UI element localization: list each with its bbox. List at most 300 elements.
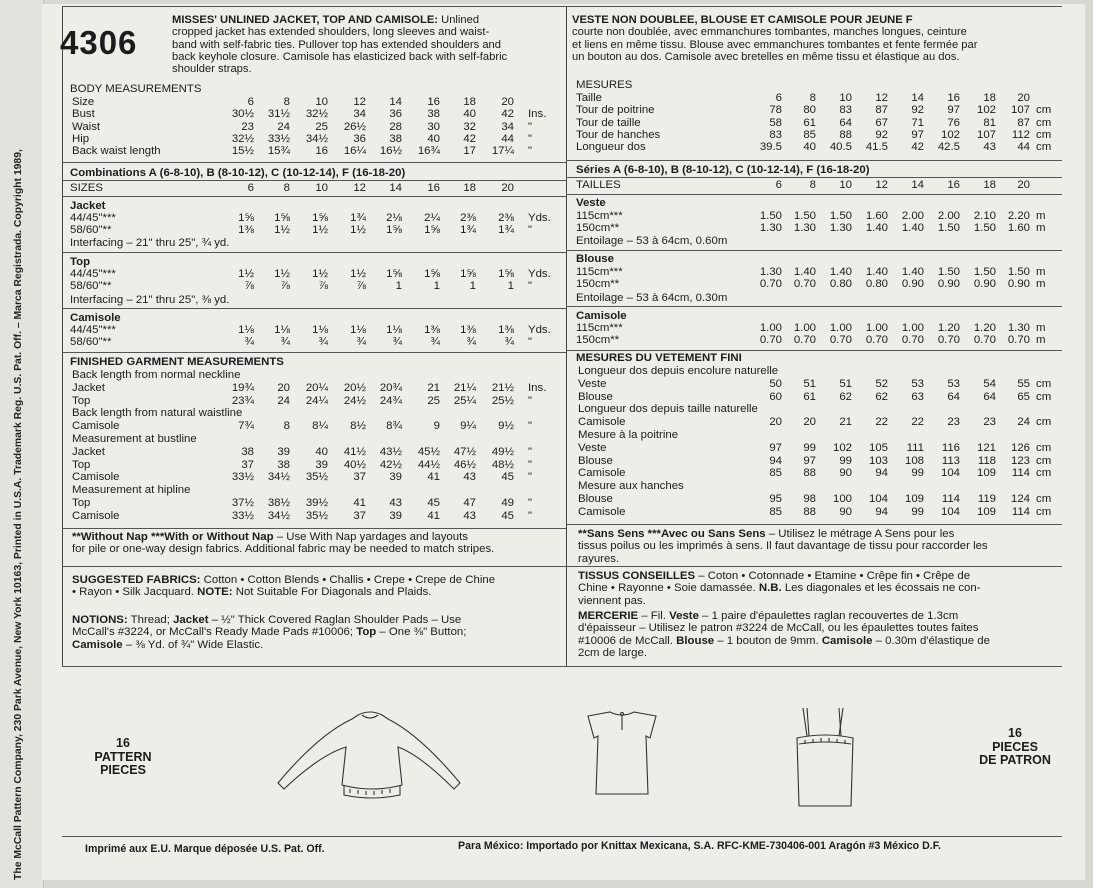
top-back-sketch: [582, 702, 662, 802]
note-label: NOTE:: [197, 586, 233, 599]
cell-value: ¾: [430, 336, 440, 349]
en-desc-line: cropped jacket has extended shoulders, long sleeves and waist-: [172, 26, 490, 39]
row-label: Back length from normal neckline: [72, 369, 241, 381]
cell-value: 14: [389, 182, 402, 194]
row-unit: Ins.: [528, 381, 547, 394]
row-label: Waist: [72, 120, 101, 133]
cell-value: 0.70: [759, 334, 782, 347]
table-row: [0, 391, 1093, 404]
cell-value: 6: [775, 179, 782, 191]
cell-value: 55: [1017, 377, 1030, 390]
cell-value: 107: [976, 128, 996, 141]
row-label: Tour de hanches: [576, 128, 661, 141]
footer-left: Imprimé aux E.U. Marque déposée U.S. Pat. Off.: [85, 843, 325, 855]
table-row: [0, 117, 1093, 130]
row-label: Longueur dos depuis encolure naturelle: [578, 365, 779, 377]
cell-value: 39.5: [759, 141, 782, 154]
table-row: [0, 403, 1093, 416]
bottom-border: [62, 666, 1062, 667]
row-label: Back length from natural waistline: [72, 407, 243, 420]
cell-value: 23: [983, 416, 996, 429]
row-unit: cm: [1036, 416, 1052, 429]
cell-value: 43: [463, 509, 476, 522]
cell-value: 44: [1017, 141, 1030, 154]
cell-value: 31½: [267, 108, 290, 121]
cell-value: 108: [904, 454, 924, 467]
notions-item: Veste: [669, 610, 699, 622]
notions-text: – Fil.: [641, 610, 666, 622]
row-label: Longueur dos depuis taille naturelle: [578, 403, 758, 416]
cell-value: 64: [983, 390, 996, 403]
top-border: [62, 6, 1062, 7]
cell-value: 23: [947, 416, 960, 429]
cell-value: 42: [463, 132, 476, 145]
divider: [566, 524, 1062, 525]
cell-value: 1: [433, 280, 440, 293]
nap-text: tissus poilus ou les imprimés à sens. Il faut davantage de tissu pour raccorder les: [578, 540, 988, 553]
cell-value: 114: [1011, 505, 1030, 518]
cell-value: 1.40: [793, 266, 816, 278]
cell-value: 0.90: [937, 278, 960, 291]
cell-value: 1.00: [865, 322, 888, 334]
cell-value: 1⅝: [312, 212, 328, 224]
pieces-count: 16: [116, 736, 130, 750]
divider: [62, 308, 566, 309]
fr-fabrics: [578, 570, 1058, 607]
cell-value: 33½: [231, 471, 254, 484]
cell-value: 119: [977, 493, 996, 505]
cell-value: 41: [353, 497, 366, 509]
divider: [62, 252, 566, 253]
cell-value: 10: [839, 179, 852, 191]
en-desc-line: shoulder straps.: [172, 63, 252, 76]
cell-value: 8: [283, 182, 290, 194]
cell-value: 36: [353, 132, 366, 145]
cell-value: ¾: [356, 336, 366, 349]
cell-value: 20: [1017, 92, 1030, 104]
cell-value: 114: [941, 493, 960, 505]
cell-value: 99: [839, 454, 852, 467]
divider: [62, 162, 566, 163]
cell-value: ¾: [244, 336, 254, 349]
cell-value: 48½: [491, 458, 514, 471]
row-label: 150cm**: [576, 278, 620, 291]
cell-value: 34½: [267, 509, 290, 522]
cell-value: 99: [911, 467, 924, 480]
cell-value: 83: [839, 104, 852, 117]
cell-value: 1½: [274, 268, 290, 280]
divider: [566, 350, 1062, 351]
combinations-line: Combinations A (6-8-10), B (8-10-12), C (10-12-14), F (16-18-20): [70, 167, 406, 179]
cell-value: 51: [839, 377, 852, 390]
table-row: [0, 179, 1093, 192]
cell-value: 20¼: [305, 381, 328, 394]
cell-value: ¾: [318, 336, 328, 349]
cell-value: 16: [947, 92, 960, 104]
row-label: Bust: [72, 108, 95, 121]
cell-value: 2¼: [424, 212, 440, 224]
cell-value: 1.60: [1007, 222, 1030, 235]
cell-value: 25: [427, 394, 440, 407]
table-row: [0, 222, 1093, 235]
cell-value: 1½: [350, 268, 366, 280]
cell-value: 18: [983, 179, 996, 191]
cell-value: 36: [389, 108, 402, 121]
cell-value: 53: [911, 377, 924, 390]
cell-value: 1.40: [865, 222, 888, 235]
notions-text: McCall's #3224, or McCall's Ready Made Pads #10006;: [72, 626, 354, 639]
cell-value: 1: [395, 280, 402, 293]
cell-value: 1⅜: [498, 324, 514, 336]
cell-value: 32½: [231, 132, 254, 145]
note-label: N.B.: [758, 582, 782, 595]
cell-value: ¾: [280, 336, 290, 349]
row-label: Camisole: [72, 471, 120, 484]
row-unit: Yds.: [528, 268, 551, 280]
notions-text: – 0.30m d'élastique de: [875, 634, 990, 647]
cell-value: ¾: [392, 336, 402, 349]
cell-value: 92: [911, 104, 924, 117]
cell-value: 107: [1010, 104, 1030, 117]
cell-value: 21¼: [453, 381, 476, 394]
cell-value: 8: [283, 420, 290, 433]
cell-value: 24: [1017, 416, 1030, 429]
table-row: [0, 365, 1093, 378]
cell-value: ⅞: [244, 280, 254, 293]
cell-value: 30: [427, 120, 440, 133]
cell-value: 0.70: [1007, 334, 1030, 347]
interfacing-note: Interfacing – 21" thru 25", ⅜ yd.: [70, 294, 230, 306]
cell-value: 1.60: [865, 210, 888, 222]
cell-value: 62: [875, 390, 888, 403]
row-label: Tour de poitrine: [576, 104, 655, 117]
divider: [62, 196, 566, 197]
cell-value: 39: [389, 509, 402, 522]
notions-heading: NOTIONS:: [72, 614, 128, 626]
row-label: Veste: [578, 441, 607, 454]
cell-value: 67: [875, 116, 888, 129]
cell-value: 41: [427, 509, 440, 522]
cell-value: 1.50: [829, 210, 852, 222]
row-label: Blouse: [578, 454, 613, 467]
cell-value: 1.40: [829, 266, 852, 278]
row-unit: ": [528, 394, 533, 407]
cell-value: 8: [283, 96, 290, 108]
row-label: 58/60"**: [70, 280, 112, 293]
cell-value: 1.20: [937, 322, 960, 334]
cell-value: 102: [940, 128, 960, 141]
table-row: [0, 493, 1093, 506]
cell-value: 1.50: [973, 222, 996, 235]
cell-value: 17¼: [491, 145, 514, 158]
cell-value: 1.30: [759, 266, 782, 278]
notions-text: Thread;: [130, 614, 170, 626]
row-unit: cm: [1036, 493, 1052, 505]
cell-value: 40: [427, 132, 440, 145]
footer-right: Para México: Importado por Knittax Mexicana, S.A. RFC-KME-730406-001 Aragón #3 México D.F.: [458, 840, 941, 852]
cell-value: 16¾: [417, 145, 440, 158]
cell-value: 83: [769, 128, 782, 141]
cell-value: 16: [947, 179, 960, 191]
cell-value: 2⅛: [386, 212, 402, 224]
row-label: Camisole: [578, 416, 626, 429]
table-row: [0, 480, 1093, 493]
row-unit: m: [1036, 222, 1046, 235]
section-header: MESURES DU VETEMENT FINI: [576, 352, 742, 364]
divider: [566, 194, 1062, 195]
section-header: BODY MEASUREMENTS: [70, 83, 202, 95]
cell-value: 123: [1010, 454, 1030, 467]
cell-value: 53: [947, 377, 960, 390]
cell-value: 99: [911, 505, 924, 518]
cell-value: 34: [501, 120, 514, 133]
row-label: Top: [72, 497, 91, 509]
notions-item: Blouse: [676, 634, 715, 647]
cell-value: 25½: [491, 394, 514, 407]
cell-value: 23: [241, 120, 254, 133]
cell-value: 71: [911, 116, 924, 129]
cell-value: 47: [463, 497, 476, 509]
cell-value: 22: [875, 416, 888, 429]
cell-value: 1.00: [759, 322, 782, 334]
cell-value: 95: [769, 493, 782, 505]
cell-value: 126: [1010, 441, 1030, 454]
cell-value: 1.00: [901, 322, 924, 334]
cell-value: 1⅝: [238, 212, 254, 224]
cell-value: 0.70: [973, 334, 996, 347]
cell-value: 1⅝: [460, 268, 476, 280]
blouse-heading: Blouse: [576, 253, 614, 265]
cell-value: 62: [839, 390, 852, 403]
cell-value: 9¼: [460, 420, 476, 433]
row-unit: cm: [1036, 377, 1052, 390]
cell-value: 1⅝: [386, 224, 402, 237]
cell-value: 26½: [343, 120, 366, 133]
cell-value: 23¾: [231, 394, 254, 407]
row-unit: ": [528, 509, 533, 522]
cell-value: 121: [976, 441, 996, 454]
row-label: Camisole: [72, 420, 120, 433]
cell-value: 52: [875, 377, 888, 390]
en-title: MISSES' UNLINED JACKET, TOP AND CAMISOLE:: [172, 14, 439, 26]
cell-value: 8¼: [312, 420, 328, 433]
row-unit: ": [528, 420, 533, 433]
cell-value: 0.90: [1007, 278, 1030, 291]
cell-value: 14: [911, 179, 924, 191]
row-unit: cm: [1036, 505, 1052, 518]
cell-value: 1⅜: [460, 324, 476, 336]
cell-value: 34½: [267, 471, 290, 484]
divider: [62, 352, 566, 353]
cell-value: 2⅜: [498, 212, 514, 224]
cell-value: 39: [277, 445, 290, 458]
cell-value: 8½: [350, 420, 366, 433]
en-desc-line: Unlined: [441, 14, 480, 26]
cell-value: 0.70: [865, 334, 888, 347]
cell-value: 18: [463, 96, 476, 108]
combinations-line: Séries A (6-8-10), B (8-10-12), C (10-12-14), F (16-18-20): [576, 164, 870, 176]
table-row: [0, 506, 1093, 519]
cell-value: 111: [906, 441, 924, 454]
cell-value: 17: [463, 145, 476, 158]
fabrics-text: Cotton • Cotton Blends • Challis • Crepe • Crepe de Chine: [203, 574, 496, 586]
cell-value: 7¾: [238, 420, 254, 433]
cell-value: 49: [501, 497, 514, 509]
cell-value: 1⅛: [274, 324, 290, 336]
cell-value: 1.50: [759, 210, 782, 222]
cell-value: 97: [803, 454, 816, 467]
cell-value: 94: [769, 454, 782, 467]
cell-value: 45: [501, 509, 514, 522]
cell-value: 1⅝: [424, 224, 440, 237]
cell-value: 1⅜: [424, 324, 440, 336]
veste-heading: Veste: [576, 197, 606, 209]
row-label: Mesure aux hanches: [578, 480, 684, 493]
cell-value: 14: [389, 96, 402, 108]
cell-value: 58: [769, 116, 782, 129]
en-desc-line: back keyhole closure. Camisole has elasticized back with self-fabric: [172, 50, 508, 63]
cell-value: 1.30: [1007, 322, 1030, 334]
camisole-heading: Camisole: [576, 310, 627, 322]
cell-value: 87: [1017, 116, 1030, 129]
cell-value: 16½: [379, 145, 402, 158]
row-label: 58/60"**: [70, 336, 112, 349]
cell-value: 1¾: [460, 224, 476, 237]
pieces-count: 16: [1008, 726, 1022, 740]
cell-value: 87: [875, 104, 888, 117]
divider: [62, 528, 566, 529]
cell-value: 12: [875, 179, 888, 191]
row-label: Size: [72, 96, 95, 108]
row-label: Top: [72, 394, 91, 407]
row-label: Measurement at hipline: [72, 484, 191, 497]
cell-value: 45½: [417, 445, 440, 458]
cell-value: 12: [353, 182, 366, 194]
row-label: TAILLES: [576, 179, 621, 191]
notions-text: – 1 paire d'épaulettes raglan recouvertes de 1.3cm: [702, 610, 959, 622]
table-row: [0, 322, 1093, 335]
cell-value: 109: [976, 505, 996, 518]
table-row: [0, 92, 1093, 105]
cell-value: 2.00: [937, 210, 960, 222]
table-row: [0, 104, 1093, 117]
row-unit: m: [1036, 334, 1046, 347]
row-label: Tour de taille: [576, 116, 641, 129]
table-row: [0, 334, 1093, 347]
nap-legend: **Sans Sens ***Avec ou Sans Sens: [578, 528, 766, 540]
en-desc-line: band with self-fabric ties. Pullover top has extended shoulders and: [172, 38, 501, 51]
cell-value: 37½: [231, 497, 254, 509]
table-row: [0, 378, 1093, 391]
cell-value: 1.30: [793, 222, 816, 235]
fabrics-text: Les diagonales et les écossais ne con-: [784, 582, 981, 595]
cell-value: 44: [501, 132, 514, 145]
cell-value: 2.00: [901, 210, 924, 222]
cell-value: 85: [803, 128, 816, 141]
notions-text: – One ⅜" Button;: [379, 626, 467, 639]
cell-value: 0.90: [901, 278, 924, 291]
cell-value: 9: [433, 420, 440, 433]
cell-value: 1.50: [973, 266, 996, 278]
cell-value: 35½: [305, 471, 328, 484]
cell-value: 99: [803, 441, 816, 454]
row-unit: cm: [1036, 390, 1052, 403]
cell-value: 38: [241, 445, 254, 458]
cell-value: 39½: [305, 497, 328, 509]
row-label: 115cm***: [576, 210, 623, 222]
cell-value: 42½: [379, 458, 402, 471]
cell-value: 42: [501, 108, 514, 121]
cell-value: 118: [977, 454, 996, 467]
cell-value: 2.10: [973, 210, 996, 222]
cell-value: 90: [839, 467, 852, 480]
cell-value: 92: [875, 128, 888, 141]
row-unit: cm: [1036, 128, 1052, 141]
cell-value: 94: [875, 505, 888, 518]
row-unit: ": [528, 145, 533, 158]
fr-title: VESTE NON DOUBLEE, BLOUSE ET CAMISOLE POUR JEUNE F: [572, 14, 913, 26]
notions-text: d'épaisseur – Utilisez le patron #3224 de McCall, ou les épaulettes toutes faites: [578, 622, 979, 635]
cell-value: 1⅝: [386, 268, 402, 280]
cell-value: 90: [839, 505, 852, 518]
cell-value: 76: [947, 116, 960, 129]
cell-value: 0.70: [901, 334, 924, 347]
cell-value: 45: [427, 497, 440, 509]
cell-value: 64: [947, 390, 960, 403]
cell-value: 64: [839, 116, 852, 129]
cell-value: 14: [911, 92, 924, 104]
cell-value: 1⅝: [274, 212, 290, 224]
table-row: [0, 429, 1093, 442]
row-unit: ": [528, 120, 533, 133]
cell-value: 97: [911, 128, 924, 141]
cell-value: 21: [427, 381, 440, 394]
cell-value: 1½: [350, 224, 366, 237]
cell-value: 37: [353, 471, 366, 484]
section-header: FINISHED GARMENT MEASUREMENTS: [70, 356, 284, 368]
cell-value: 51: [803, 377, 816, 390]
cell-value: 1.40: [901, 222, 924, 235]
cell-value: 0.70: [793, 278, 816, 291]
en-notions: [72, 614, 562, 651]
row-unit: m: [1036, 278, 1046, 291]
row-label: SIZES: [70, 182, 103, 194]
cell-value: ⅞: [280, 280, 290, 293]
entoilage-note: Entoilage – 53 à 64cm, 0.30m: [576, 292, 728, 304]
cell-value: 1⅛: [238, 324, 254, 336]
cell-value: 88: [803, 505, 816, 518]
fabrics-text: • Rayon • Silk Jacquard.: [72, 586, 194, 599]
nap-text: – Use With Nap yardages and layouts: [276, 531, 468, 543]
cell-value: 1¾: [498, 224, 514, 237]
copyright-side-text: The McCall Pattern Company, 230 Park Avenue, New York 10163, Printed in U.S.A. Trademark Reg. U.S. Pat. Off. – Marca Registrada. Copyright 1989,: [13, 149, 24, 880]
cell-value: 20: [277, 381, 290, 394]
cell-value: 9½: [498, 420, 514, 433]
entoilage-note: Entoilage – 53 à 64cm, 0.60m: [576, 235, 728, 247]
cell-value: 20¾: [379, 381, 402, 394]
notions-item: Camisole: [821, 634, 873, 647]
cell-value: 16: [315, 145, 328, 158]
cell-value: 94: [875, 467, 888, 480]
cell-value: 1: [507, 280, 514, 293]
cell-value: 61: [803, 116, 816, 129]
table-row: [0, 442, 1093, 455]
row-label: 44/45"***: [70, 212, 116, 224]
pattern-pieces-label: [88, 737, 158, 778]
cell-value: 0.70: [829, 334, 852, 347]
cell-value: 1½: [274, 224, 290, 237]
camisole-heading: Camisole: [70, 312, 121, 324]
